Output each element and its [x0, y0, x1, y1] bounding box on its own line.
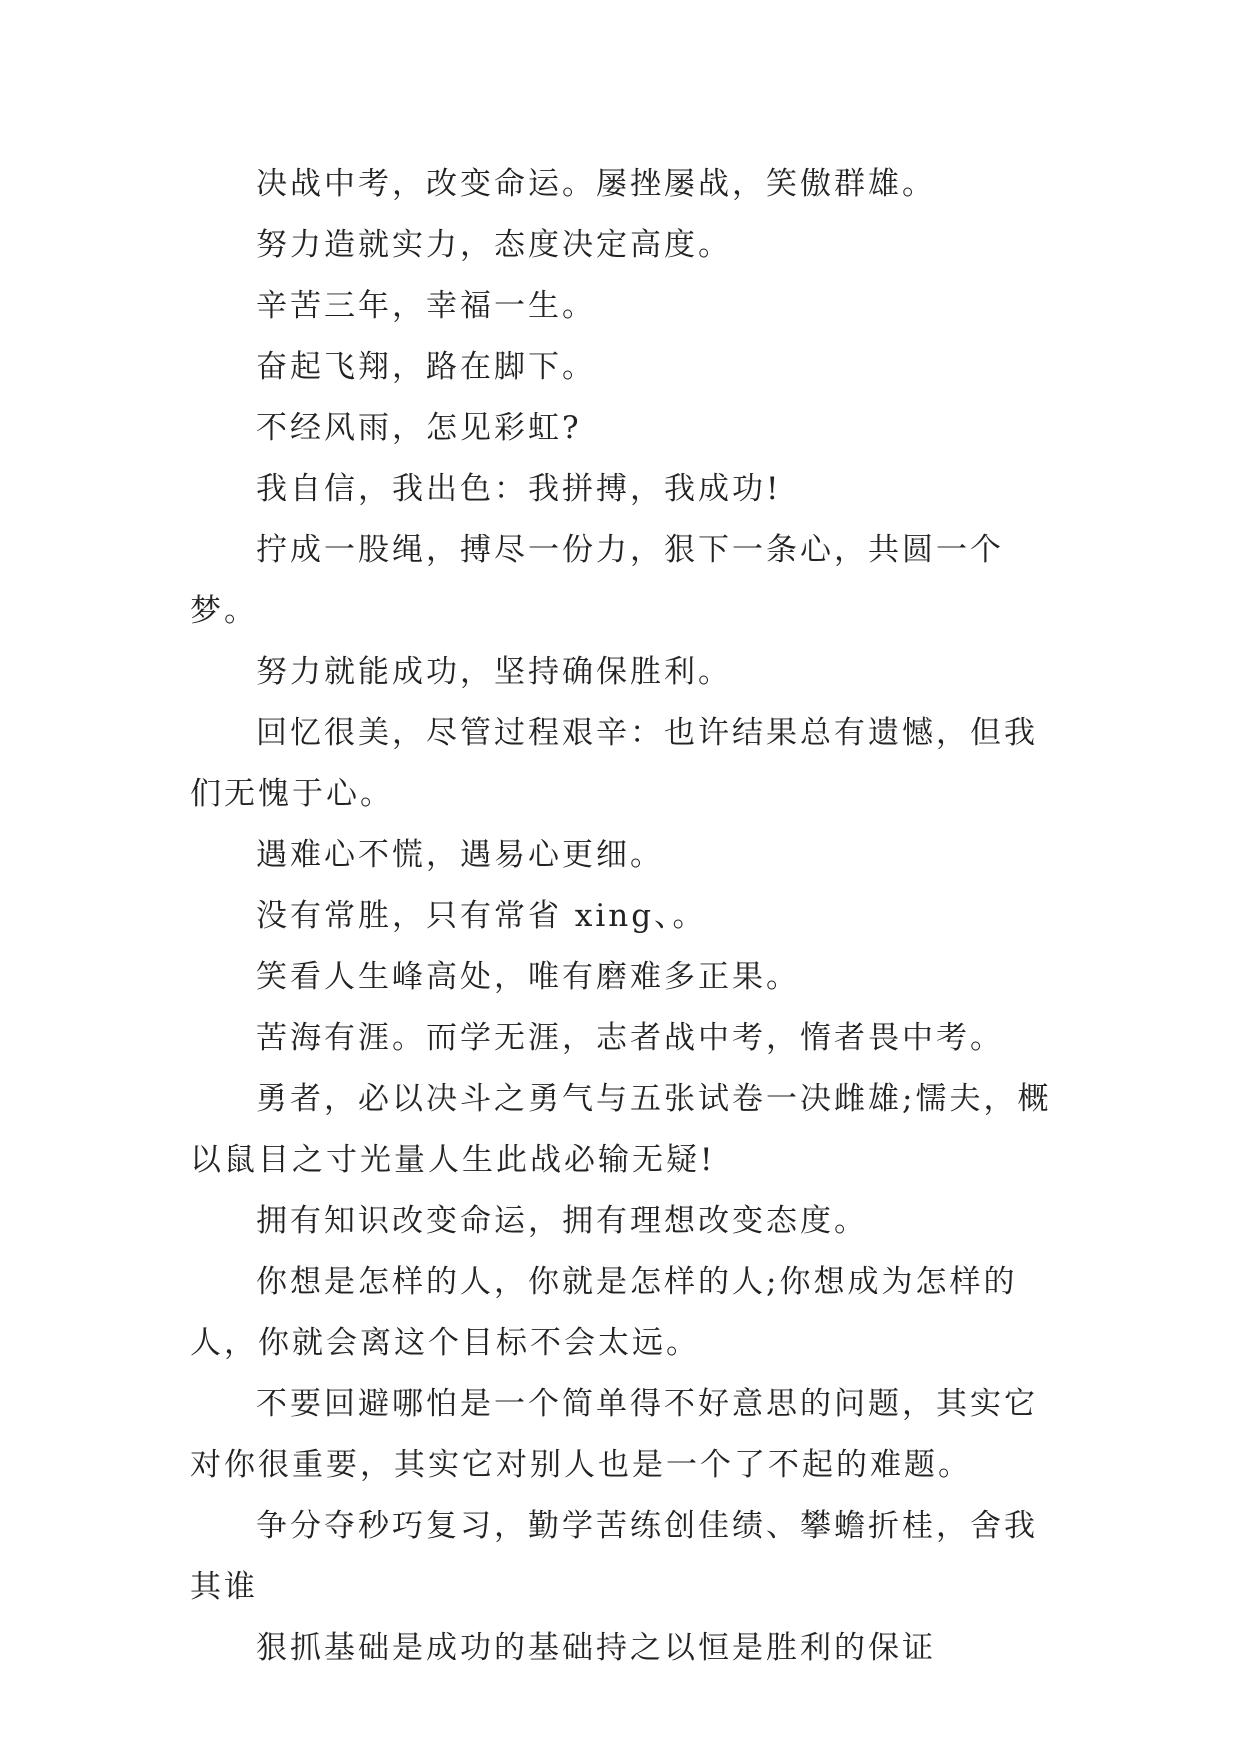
- paragraph-18: 争分夺秒巧复习，勤学苦练创佳绩、攀蟾折桂，舍我其谁: [190, 1508, 1038, 1605]
- paragraph-4: 奋起飞翔，路在脚下。: [256, 349, 596, 385]
- paragraph-16: 你想是怎样的人，你就是怎样的人;你想成为怎样的人，你就会离这个目标不会太远。: [190, 1264, 1018, 1361]
- paragraph-12: 笑看人生峰高处，唯有磨难多正果。: [256, 959, 800, 995]
- paragraph-11: 没有常胜，只有常省 xing、。: [256, 898, 707, 934]
- paragraph-2: 努力造就实力，态度决定高度。: [256, 227, 732, 263]
- paragraph-3: 辛苦三年，幸福一生。: [256, 288, 596, 324]
- paragraph-6: 我自信，我出色：我拼搏，我成功!: [256, 471, 782, 507]
- paragraph-8: 努力就能成功，坚持确保胜利。: [256, 654, 732, 690]
- paragraph-9: 回忆很美，尽管过程艰辛：也许结果总有遗憾，但我们无愧于心。: [190, 715, 1038, 812]
- paragraph-13: 苦海有涯。而学无涯，志者战中考，惰者畏中考。: [256, 1020, 1004, 1056]
- paragraph-5: 不经风雨，怎见彩虹?: [256, 410, 582, 446]
- paragraph-15: 拥有知识改变命运，拥有理想改变态度。: [256, 1203, 868, 1239]
- paragraph-17: 不要回避哪怕是一个简单得不好意思的问题，其实它对你很重要，其实它对别人也是一个了不起的难题。: [190, 1386, 1038, 1483]
- paragraph-10: 遇难心不慌，遇易心更细。: [256, 837, 664, 873]
- document-body: [190, 154, 1055, 1679]
- paragraph-14: 勇者，必以决斗之勇气与五张试卷一决雌雄;懦夫，概以鼠目之寸光量人生此战必输无疑!: [190, 1081, 1052, 1178]
- paragraph-7: 拧成一股绳，搏尽一份力，狠下一条心，共圆一个梦。: [190, 532, 1004, 629]
- paragraph-1: 决战中考，改变命运。屡挫屡战，笑傲群雄。: [256, 166, 936, 202]
- paragraph-19: 狠抓基础是成功的基础持之以恒是胜利的保证: [256, 1630, 936, 1666]
